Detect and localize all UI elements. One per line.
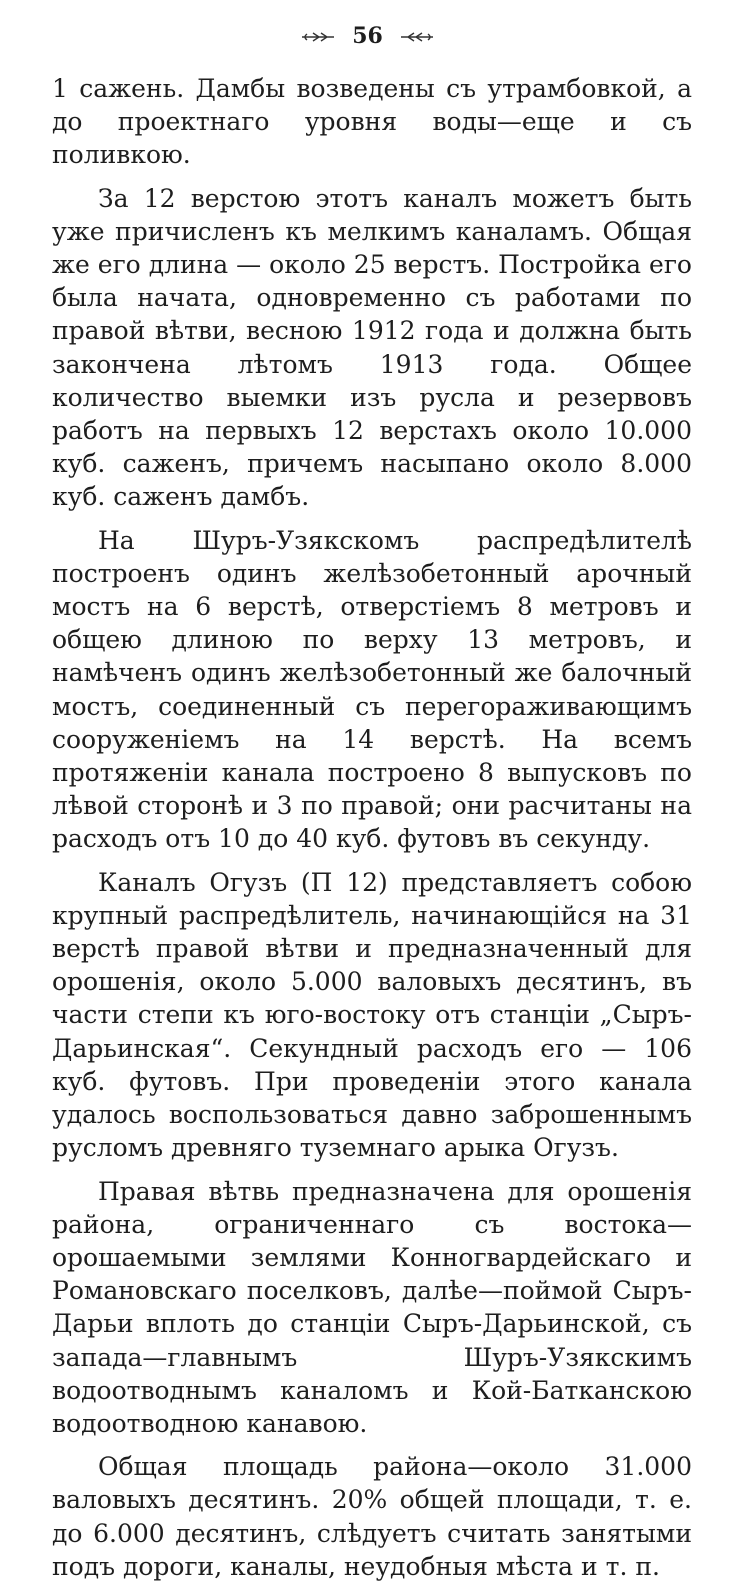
ornament-left-icon [301,30,335,44]
paragraph-total-area: Общая площадь района—около 31.000 валовыхъ десятинъ. 20% общей площади, т. е. до 6.000 десятинъ, слѣдуетъ считать занятыми подъ дороги, каналы, неудобныя мѣста и т. п. [52,1452,692,1581]
paragraph-continuation: 1 сажень. Дамбы возведены съ утрамбовкой, а до проектнаго уровня воды—еще и съ поливкою. [52,74,692,170]
page-header [0,22,735,51]
body-text [52,72,692,1583]
paragraph-canal-length: За 12 верстою этотъ каналъ можетъ быть уже причисленъ къ мелкимъ каналамъ. Общая же его длина — около 25 верстъ. Постройка его была начата, одновременно съ работами по правой вѣтви, весною 1912 года и должна быть закончена лѣтомъ 1913 года. Общее количество выемки изъ русла и резервовъ работъ на первыхъ 12 верстахъ около 10.000 куб. саженъ, причемъ насыпано около 8.000 куб. саженъ дамбъ. [52,183,692,512]
paragraph-oguz-canal: Каналъ Огузъ (П 12) представляетъ собою крупный распредѣлитель, начинающійся на 31 верстѣ правой вѣтви и предназначенный для орошенія, около 5.000 валовыхъ десятинъ, въ части степи къ юго-востоку отъ станціи „Сыръ-Дарьинская“. Секундный расходъ его — 106 куб. футовъ. При проведеніи этого канала удалось воспользоваться давно заброшеннымъ русломъ древняго туземнаго арыка Огузъ. [52,867,692,1163]
page-number: 56 [352,23,383,49]
ornament-right-icon [400,30,434,44]
paragraph-right-branch: Правая вѣтвь предназначена для орошенія района, ограниченнаго съ востока—орошаемыми землями Конногвардейскаго и Романовскаго поселковъ, далѣе—поймой Сыръ-Дарьи вплоть до станціи Сыръ-Дарьинской, съ запада—главнымъ Шуръ-Узякскимъ водоотводнымъ каналомъ и Кой-Батканскою водоотводною канавою. [52,1176,692,1438]
paragraph-shur-uzyak-distributor: На Шуръ-Узякскомъ распредѣлителѣ построенъ одинъ желѣзобетонный арочный мостъ на 6 верстѣ, отверстіемъ 8 метровъ и общею длиною по верху 13 метровъ, и намѣченъ одинъ желѣзобетонный же балочный мостъ, соединенный съ перегораживающимъ сооруженіемъ на 14 верстѣ. На всемъ протяженіи канала построено 8 выпусковъ по лѣвой сторонѣ и 3 по правой; они расчитаны на расходъ отъ 10 до 40 куб. футовъ въ секунду. [52,525,692,854]
